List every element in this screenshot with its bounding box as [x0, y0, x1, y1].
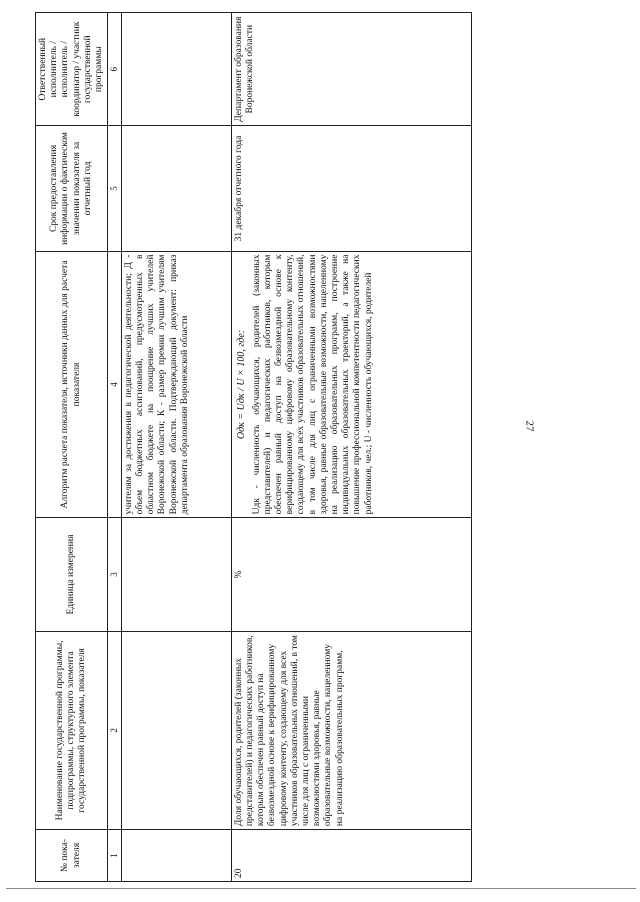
header-name: Наименование государственной программы, подпрограммы, структурного элемента государственной программы, показателя	[36, 631, 108, 829]
col-number: 4	[108, 251, 122, 518]
formula: Oдк = Uдк / U × 100, где:	[235, 329, 247, 440]
header-algorithm: Алгоритм расчета показателя, источники данных для расчета показателя	[36, 251, 108, 518]
deadline-cell: 31 декабря отчетного года	[231, 126, 471, 251]
algorithm-text: Uдк - численность обучающихся, родителей (законных представителей) и педагогических работников, которым обеспечен равный доступ на безвозмездной основе к верифицированному цифровому образовательному контенту, создающему для всех участников образовательных отношений, в том числе для лиц с ограниченными возможностями здоровья, равные образовательные возможности, нацеленному на реализацию образовательных программ, построение индивидуальных образовательных траекторий, а также на повышение профессиональной компетентности педагогических работников, чел.; U - численность обучающихся, родителей	[251, 254, 374, 515]
responsible-cell: Департамент образования Воронежской области	[231, 13, 471, 126]
column-numbers-row	[108, 13, 122, 882]
header-responsible: Ответственный исполнитель / исполнитель / координатор / участник государственной программы	[36, 13, 108, 126]
page-number: 27	[523, 420, 536, 432]
unit-cell: %	[231, 518, 471, 631]
header-number: № пока-зателя	[36, 830, 108, 882]
table-row	[231, 13, 471, 882]
cell-empty	[121, 830, 231, 882]
cell-empty	[121, 13, 231, 126]
algorithm-cell	[231, 251, 471, 518]
cell-empty	[121, 518, 231, 631]
col-number: 6	[108, 13, 122, 126]
col-number: 3	[108, 518, 122, 631]
rotated-table-sheet	[35, 12, 615, 882]
algorithm-cell: учителям за достижения в педагогической деятельности; Д - объем бюджетных ассигнований, предусмотренных в областном бюджете на поощрение лучших учителей Воронежской области; К - размер премии лучшим учителям Воронежской области. Подтверждающий документ: приказ департамента образования Воронежской области	[121, 251, 231, 518]
header-unit: Единица измерения	[36, 518, 108, 631]
col-number: 1	[108, 830, 122, 882]
cell-empty	[121, 631, 231, 829]
table-row	[121, 13, 231, 882]
table-header-row	[36, 13, 108, 882]
indicator-name: Доля обучающихся, родителей (законных представителей) и педагогических работников, которым обеспечен равный доступ на безвозмездной основе к верифицированному цифровому контенту, создающему для всех участников образовательных отношений, в том числе для лиц с ограниченными возможностями здоровья, равные образовательные возможности, нацеленному на реализацию образовательных программ,	[231, 631, 471, 829]
indicators-table	[35, 12, 472, 882]
page-bottom-line	[6, 888, 636, 889]
header-deadline: Срок предоставления информации о фактическом значении показателя за отчетный год	[36, 126, 108, 251]
row-number: 20	[231, 830, 471, 882]
cell-empty	[121, 126, 231, 251]
col-number: 5	[108, 126, 122, 251]
col-number: 2	[108, 631, 122, 829]
